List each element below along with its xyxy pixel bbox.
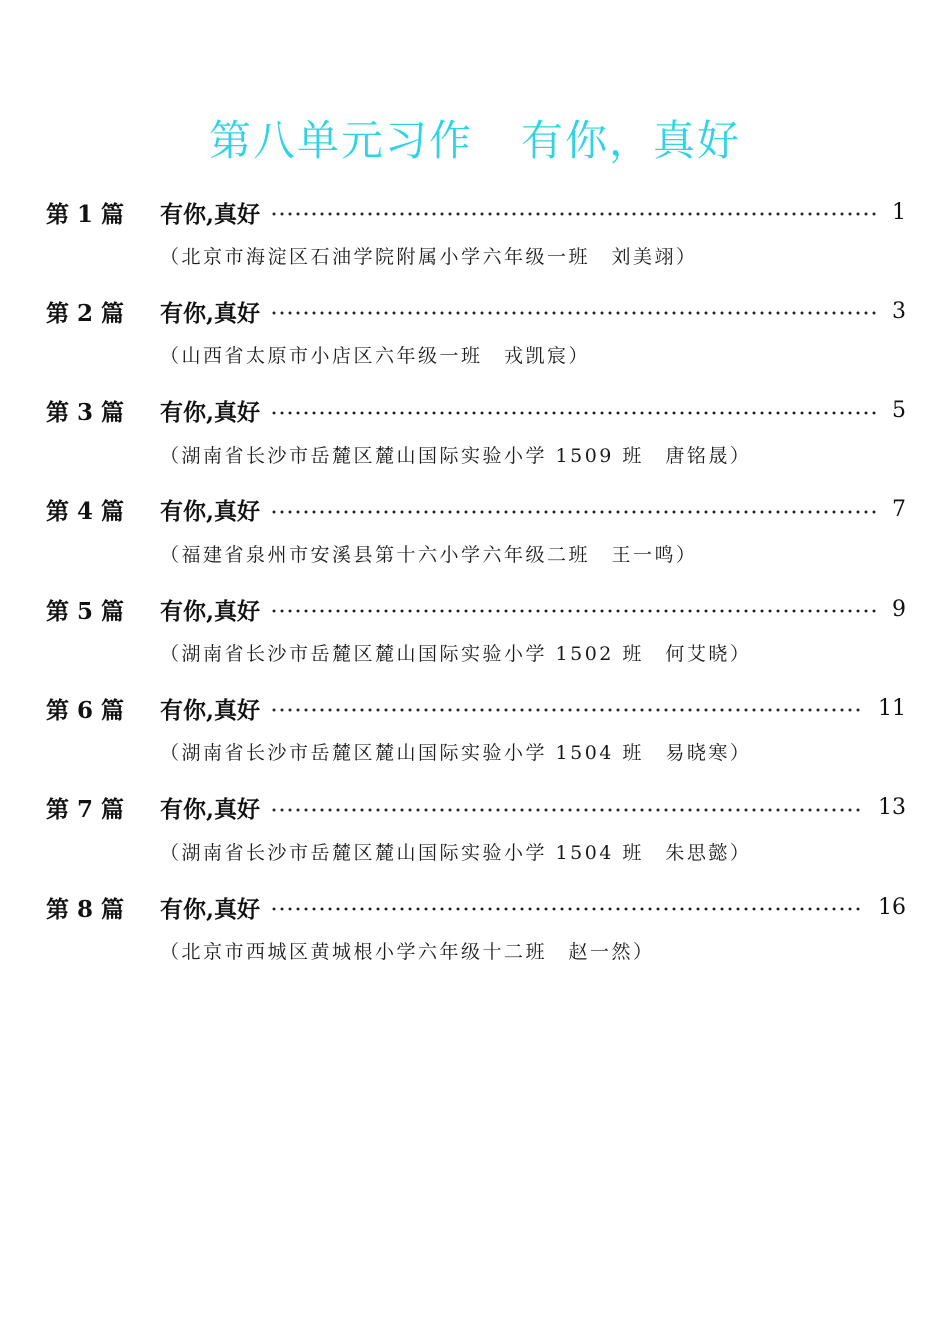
entry-author: （山西省太原市小店区六年级一班 戎凯宸） [160,345,591,368]
entry-author: （北京市西城区黄城根小学六年级十二班 赵一然） [160,941,655,964]
entry-page-number: 5 [892,398,906,424]
dot-leader [270,609,878,613]
entry-author: （湖南省长沙市岳麓区麓山国际实验小学 1502 班 何艾晓） [160,643,752,666]
entry-title: 有你,真好 [160,796,261,824]
entry-label: 第 7 篇 [46,796,125,824]
entry-author: （福建省泉州市安溪县第十六小学六年级二班 王一鸣） [160,543,698,566]
dot-leader [270,411,878,415]
entry-title: 有你,真好 [160,200,261,228]
table-of-contents [0,190,950,984]
entry-title: 有你,真好 [160,696,261,724]
dot-leader [270,808,864,812]
entry-author: （北京市海淀区石油学院附属小学六年级一班 刘美翊） [160,246,698,268]
dot-leader [270,907,864,911]
entry-author: （湖南省长沙市岳麓区麓山国际实验小学 1509 班 唐铭晟） [160,444,752,467]
entry-label: 第 2 篇 [46,299,125,327]
toc-entry-6 [0,686,950,785]
entry-author: （湖南省长沙市岳麓区麓山国际实验小学 1504 班 朱思懿） [160,841,752,864]
toc-entry-link[interactable] [46,190,906,234]
toc-entry-8 [0,885,950,984]
entry-page-number: 1 [892,199,906,225]
entry-page-number: 11 [878,695,906,721]
entry-label: 第 5 篇 [46,597,125,625]
entry-page-number: 13 [878,795,906,821]
entry-label: 第 6 篇 [46,696,125,724]
dot-leader [270,708,864,712]
toc-entry-7 [0,786,950,885]
toc-entry-5 [0,587,950,686]
entry-title: 有你,真好 [160,399,261,427]
dot-leader [270,510,878,514]
entry-title: 有你,真好 [160,299,261,327]
entry-title: 有你,真好 [160,498,261,526]
toc-entry-1 [0,190,950,289]
entry-title: 有你,真好 [160,597,261,625]
entry-page-number: 16 [878,894,906,920]
toc-entry-link[interactable] [46,786,906,830]
entry-page-number: 7 [892,497,906,523]
toc-entry-3 [0,389,950,488]
entry-page-number: 9 [892,596,906,622]
toc-entry-link[interactable] [46,488,906,532]
entry-label: 第 3 篇 [46,399,125,427]
entry-author: （湖南省长沙市岳麓区麓山国际实验小学 1504 班 易晓寒） [160,742,752,765]
toc-entry-2 [0,289,950,388]
toc-entry-link[interactable] [46,389,906,433]
page-title-unit: 第八单元习作 [208,116,473,165]
entry-label: 第 1 篇 [46,200,125,228]
toc-entry-link[interactable] [46,885,906,929]
entry-page-number: 3 [892,298,906,324]
dot-leader [270,311,878,315]
entry-label: 第 4 篇 [46,498,125,526]
toc-entry-4 [0,488,950,587]
entry-title: 有你,真好 [160,895,261,923]
toc-entry-link[interactable] [46,289,906,333]
toc-entry-link[interactable] [46,686,906,730]
page-title-topic: 有你，真好 [521,116,742,165]
entry-label: 第 8 篇 [46,895,125,923]
dot-leader [270,212,878,216]
page-title [0,108,950,168]
toc-entry-link[interactable] [46,587,906,631]
